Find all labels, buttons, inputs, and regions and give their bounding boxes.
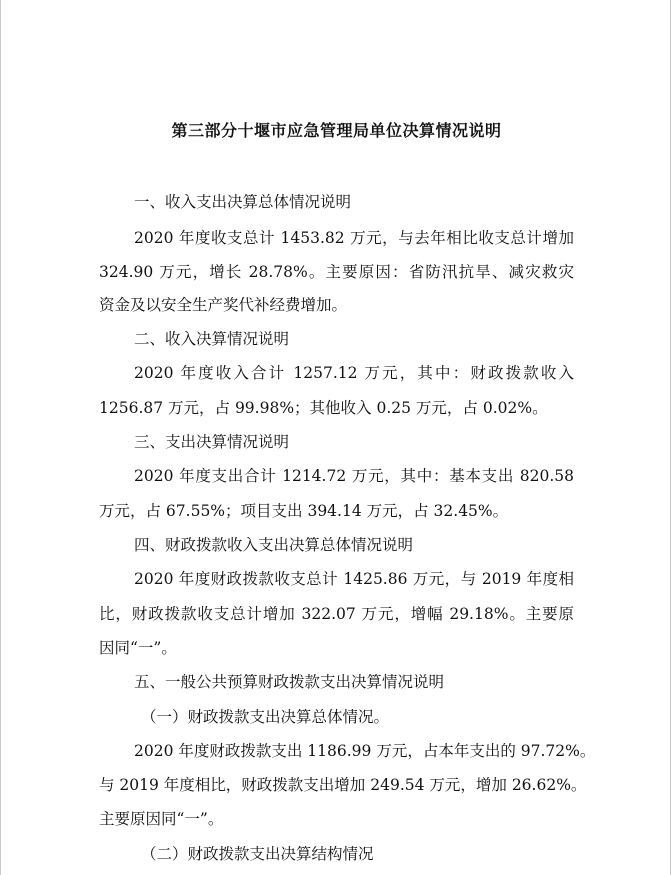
section-heading-4: 四、财政拨款收入支出决算总体情况说明 xyxy=(134,536,414,554)
paragraph-line: 万元，占 67.55%；项目支出 394.14 万元，占 32.45%。 xyxy=(99,502,509,520)
section-heading-1: 一、收入支出决算总体情况说明 xyxy=(134,193,352,211)
paragraph-line: 2020 年度支出合计 1214.72 万元，其中：基本支出 820.58 xyxy=(134,467,574,485)
paragraph-line: 主要原因同“一”。 xyxy=(99,810,224,828)
document-page xyxy=(1,0,671,875)
paragraph-line: 2020 年度财政拨款支出 1186.99 万元，占本年支出的 97.72%。 xyxy=(134,742,596,760)
paragraph-line: 1256.87 万元，占 99.98%；其他收入 0.25 万元，占 0.02%。 xyxy=(99,399,548,417)
subsection-heading-2: （二）财政拨款支出决算结构情况 xyxy=(141,845,374,863)
paragraph-line: 比，财政拨款收支总计增加 322.07 万元，增幅 29.18%。主要原 xyxy=(99,605,574,623)
paragraph-line: 因同“一”。 xyxy=(99,639,177,657)
section-heading-5: 五、一般公共预算财政拨款支出决算情况说明 xyxy=(134,673,445,691)
section-heading-2: 二、收入决算情况说明 xyxy=(134,330,290,348)
section-heading-3: 三、支出决算情况说明 xyxy=(134,433,290,451)
paragraph-line: 与 2019 年度相比，财政拨款支出增加 249.54 万元，增加 26.62%。 xyxy=(99,776,587,794)
paragraph-line: 2020 年度收入合计 1257.12 万元，其中：财政拨款收入 xyxy=(134,364,574,382)
document-title: 第三部分十堰市应急管理局单位决算情况说明 xyxy=(171,121,502,140)
paragraph-line: 2020 年度收支总计 1453.82 万元，与去年相比收支总计增加 xyxy=(134,229,574,247)
subsection-heading-1: （一）财政拨款支出决算总体情况。 xyxy=(141,708,390,726)
paragraph-line: 2020 年度财政拨款收支总计 1425.86 万元，与 2019 年度相 xyxy=(134,570,574,588)
paragraph-line: 324.90 万元，增长 28.78%。主要原因：省防汛抗旱、减灾救灾 xyxy=(99,263,574,281)
paragraph-line: 资金及以安全生产奖代补经费增加。 xyxy=(99,296,348,314)
